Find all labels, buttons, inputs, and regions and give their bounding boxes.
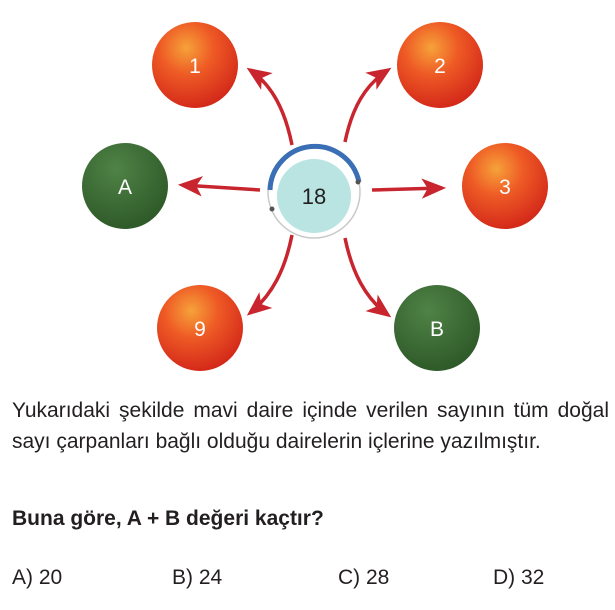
arrow-to-left (182, 185, 260, 190)
center-node (268, 146, 361, 238)
node-bottom-right (394, 285, 480, 371)
node-right (462, 143, 548, 229)
arrow-to-right (372, 188, 442, 190)
center-label: 18 (301, 184, 327, 209)
arrow-to-bottom-left (250, 235, 292, 313)
node-top-right (397, 22, 483, 108)
option-b[interactable]: B) 24 (172, 566, 223, 589)
arrow-to-bottom-right (345, 238, 388, 315)
arrow-to-top-left (250, 70, 292, 145)
arrow-to-top-right (345, 70, 388, 142)
option-c[interactable]: C) 28 (338, 566, 390, 589)
option-a[interactable]: A) 20 (12, 566, 63, 589)
node-label: 9 (194, 318, 206, 341)
node-label: 2 (434, 55, 446, 78)
node-bottom-left (157, 285, 243, 371)
node-label: B (429, 318, 445, 341)
option-d[interactable]: D) 32 (493, 566, 545, 589)
problem-description: Yukarıdaki şekilde mavi daire içinde verilen sayının tüm doğal sayı çarpanları bağlı olduğu dairelerin içlerine yazılmıştır. (12, 399, 609, 453)
node-label: 3 (499, 176, 511, 199)
problem-question: Buna göre, A + B değeri kaçtır? (12, 507, 324, 530)
node-label: 1 (189, 55, 201, 78)
node-left (82, 143, 168, 229)
node-top-left (152, 22, 238, 108)
node-label: A (117, 176, 133, 199)
